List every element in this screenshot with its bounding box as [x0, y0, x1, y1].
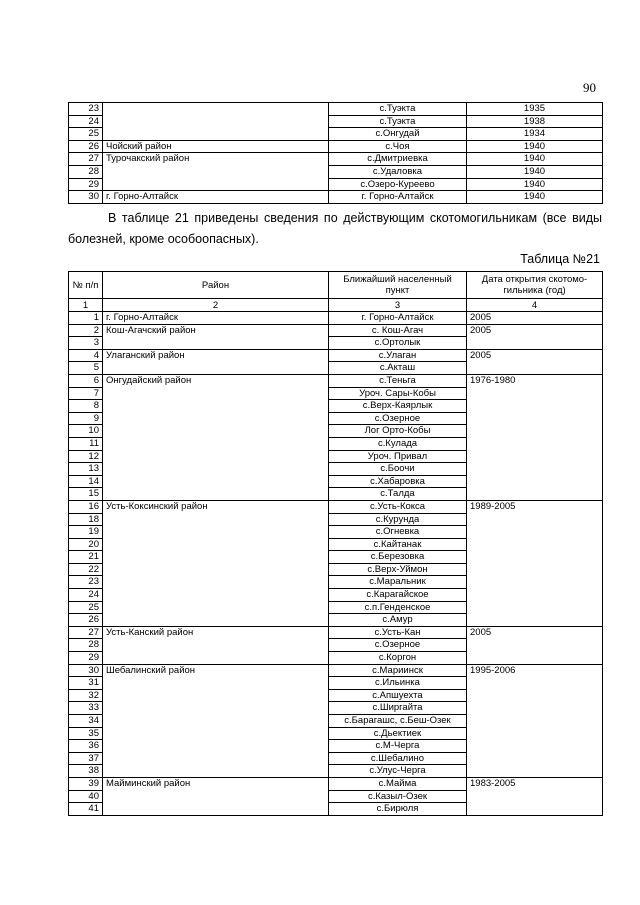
- row-number: 25: [69, 601, 103, 614]
- row-number: 27: [69, 626, 103, 639]
- row-number: 29: [69, 652, 103, 665]
- row-number: 14: [69, 475, 103, 488]
- place-cell: с.Туэкта: [329, 103, 467, 116]
- row-number: 15: [69, 488, 103, 501]
- column-number: 3: [329, 299, 467, 312]
- row-number: 20: [69, 538, 103, 551]
- row-number: 9: [69, 412, 103, 425]
- place-cell: с.Усть-Кан: [329, 626, 467, 639]
- place-cell: с.Шебалино: [329, 752, 467, 765]
- row-number: 41: [69, 803, 103, 816]
- place-cell: с.Казыл-Озек: [329, 790, 467, 803]
- row-number: 27: [69, 153, 103, 166]
- row-number: 39: [69, 777, 103, 790]
- place-cell: с.Кайтанак: [329, 538, 467, 551]
- table-caption: Таблица №21: [520, 252, 600, 266]
- place-cell: с.Удаловка: [329, 165, 467, 178]
- row-number: 12: [69, 450, 103, 463]
- place-cell: с.Барагашс, с.Беш-Озек: [329, 715, 467, 728]
- table-row: [69, 140, 603, 153]
- table-header-row: [69, 272, 603, 299]
- place-cell: с.Озерное: [329, 412, 467, 425]
- row-number: 28: [69, 165, 103, 178]
- row-number: 24: [69, 589, 103, 602]
- year-cell: 1940: [467, 140, 603, 153]
- place-cell: с.Ортолык: [329, 337, 467, 350]
- district-cell: Майминский район: [103, 777, 329, 815]
- header-num: № п/п: [69, 272, 103, 299]
- table-row: [69, 626, 603, 639]
- row-number: 28: [69, 639, 103, 652]
- column-number-row: [69, 299, 603, 312]
- place-cell: с.Теньга: [329, 374, 467, 387]
- place-cell: с.п.Генденское: [329, 601, 467, 614]
- table-row: [69, 500, 603, 513]
- row-number: 36: [69, 740, 103, 753]
- row-number: 23: [69, 576, 103, 589]
- place-cell: с.Дмитриевка: [329, 153, 467, 166]
- place-cell: с.Верх-Каярлык: [329, 400, 467, 413]
- row-number: 30: [69, 664, 103, 677]
- column-number: 2: [103, 299, 329, 312]
- column-number: 4: [467, 299, 603, 312]
- header-place: Ближайший населенный пункт: [329, 272, 467, 299]
- place-cell: с.Амур: [329, 614, 467, 627]
- previous-table-continuation: [68, 102, 603, 204]
- header-district: Район: [103, 272, 329, 299]
- intro-paragraph: В таблице 21 приведены сведения по действующим скотомогильникам (все виды болезней, кроме особоопасных).: [68, 211, 602, 246]
- place-cell: с.Улус-Черга: [329, 765, 467, 778]
- row-number: 29: [69, 178, 103, 191]
- place-cell: г. Горно-Алтайск: [329, 312, 467, 325]
- table-row: [69, 312, 603, 325]
- row-number: 40: [69, 790, 103, 803]
- date-cell: 2005: [467, 312, 603, 325]
- place-cell: с.Майма: [329, 777, 467, 790]
- place-cell: с.Ширгайта: [329, 702, 467, 715]
- column-number: 1: [69, 299, 103, 312]
- district-cell: Усть-Коксинский район: [103, 500, 329, 626]
- place-cell: Уроч. Сары-Кобы: [329, 387, 467, 400]
- place-cell: с.Озерное: [329, 639, 467, 652]
- row-number: 7: [69, 387, 103, 400]
- row-number: 30: [69, 191, 103, 204]
- row-number: 26: [69, 614, 103, 627]
- place-cell: с.Мариинск: [329, 664, 467, 677]
- place-cell: с.Кулада: [329, 437, 467, 450]
- date-cell: 1995-2006: [467, 664, 603, 777]
- page-number: 90: [583, 80, 596, 95]
- row-number: 22: [69, 563, 103, 576]
- row-number: 38: [69, 765, 103, 778]
- row-number: 24: [69, 115, 103, 128]
- place-cell: с.Огневка: [329, 526, 467, 539]
- year-cell: 1940: [467, 165, 603, 178]
- row-number: 13: [69, 463, 103, 476]
- district-cell: г. Горно-Алтайск: [103, 312, 329, 325]
- place-cell: с.Улаган: [329, 349, 467, 362]
- place-cell: с.Акташ: [329, 362, 467, 375]
- row-number: 33: [69, 702, 103, 715]
- table-row: [69, 324, 603, 337]
- row-number: 23: [69, 103, 103, 116]
- date-cell: 2005: [467, 626, 603, 664]
- place-cell: с. Кош-Агач: [329, 324, 467, 337]
- district-cell: Чойский район: [103, 140, 329, 153]
- place-cell: Лог Орто-Кобы: [329, 425, 467, 438]
- place-cell: с.Березовка: [329, 551, 467, 564]
- row-number: 37: [69, 752, 103, 765]
- place-cell: с.Коргон: [329, 652, 467, 665]
- table-row: [69, 349, 603, 362]
- date-cell: 1983-2005: [467, 777, 603, 815]
- table-row: [69, 374, 603, 387]
- district-cell: Шебалинский район: [103, 664, 329, 777]
- header-date: Дата открытия скотомо-гильника (год): [467, 272, 603, 299]
- date-cell: 1989-2005: [467, 500, 603, 626]
- place-cell: с.Усть-Кокса: [329, 500, 467, 513]
- row-number: 16: [69, 500, 103, 513]
- place-cell: с.Ильинка: [329, 677, 467, 690]
- table-row: [69, 103, 603, 116]
- year-cell: 1935: [467, 103, 603, 116]
- place-cell: с.Талда: [329, 488, 467, 501]
- row-number: 34: [69, 715, 103, 728]
- place-cell: с.Верх-Уймон: [329, 563, 467, 576]
- place-cell: с.Боочи: [329, 463, 467, 476]
- place-cell: с.Озеро-Куреево: [329, 178, 467, 191]
- row-number: 6: [69, 374, 103, 387]
- cattle-burial-sites-table: [68, 271, 603, 816]
- place-cell: с.Туэкта: [329, 115, 467, 128]
- row-number: 31: [69, 677, 103, 690]
- row-number: 11: [69, 437, 103, 450]
- district-cell: г. Горно-Алтайск: [103, 191, 329, 204]
- place-cell: Уроч. Привал: [329, 450, 467, 463]
- year-cell: 1938: [467, 115, 603, 128]
- row-number: 8: [69, 400, 103, 413]
- row-number: 5: [69, 362, 103, 375]
- row-number: 4: [69, 349, 103, 362]
- row-number: 1: [69, 312, 103, 325]
- row-number: 2: [69, 324, 103, 337]
- row-number: 18: [69, 513, 103, 526]
- place-cell: с.Дьектиек: [329, 727, 467, 740]
- place-cell: с.Апшуехта: [329, 689, 467, 702]
- row-number: 10: [69, 425, 103, 438]
- place-cell: с.Маральник: [329, 576, 467, 589]
- row-number: 26: [69, 140, 103, 153]
- table-row: [69, 777, 603, 790]
- row-number: 35: [69, 727, 103, 740]
- date-cell: 2005: [467, 324, 603, 349]
- place-cell: г. Горно-Алтайск: [329, 191, 467, 204]
- year-cell: 1940: [467, 178, 603, 191]
- place-cell: с.Карагайское: [329, 589, 467, 602]
- table-row: [69, 664, 603, 677]
- table-row: [69, 191, 603, 204]
- place-cell: с.Хабаровка: [329, 475, 467, 488]
- district-cell: Онгудайский район: [103, 374, 329, 500]
- year-cell: 1940: [467, 153, 603, 166]
- place-cell: с.Бирюля: [329, 803, 467, 816]
- district-cell: Турочакский район: [103, 153, 329, 191]
- table-row: [69, 153, 603, 166]
- row-number: 3: [69, 337, 103, 350]
- date-cell: 1976-1980: [467, 374, 603, 500]
- year-cell: 1940: [467, 191, 603, 204]
- row-number: 21: [69, 551, 103, 564]
- row-number: 25: [69, 128, 103, 141]
- district-cell: Улаганский район: [103, 349, 329, 374]
- district-cell: Усть-Канский район: [103, 626, 329, 664]
- district-cell: Кош-Агачский район: [103, 324, 329, 349]
- date-cell: 2005: [467, 349, 603, 374]
- place-cell: с.М-Черга: [329, 740, 467, 753]
- year-cell: 1934: [467, 128, 603, 141]
- row-number: 32: [69, 689, 103, 702]
- place-cell: с.Чоя: [329, 140, 467, 153]
- place-cell: с.Курунда: [329, 513, 467, 526]
- place-cell: с.Онгудай: [329, 128, 467, 141]
- row-number: 19: [69, 526, 103, 539]
- district-cell: [103, 103, 329, 141]
